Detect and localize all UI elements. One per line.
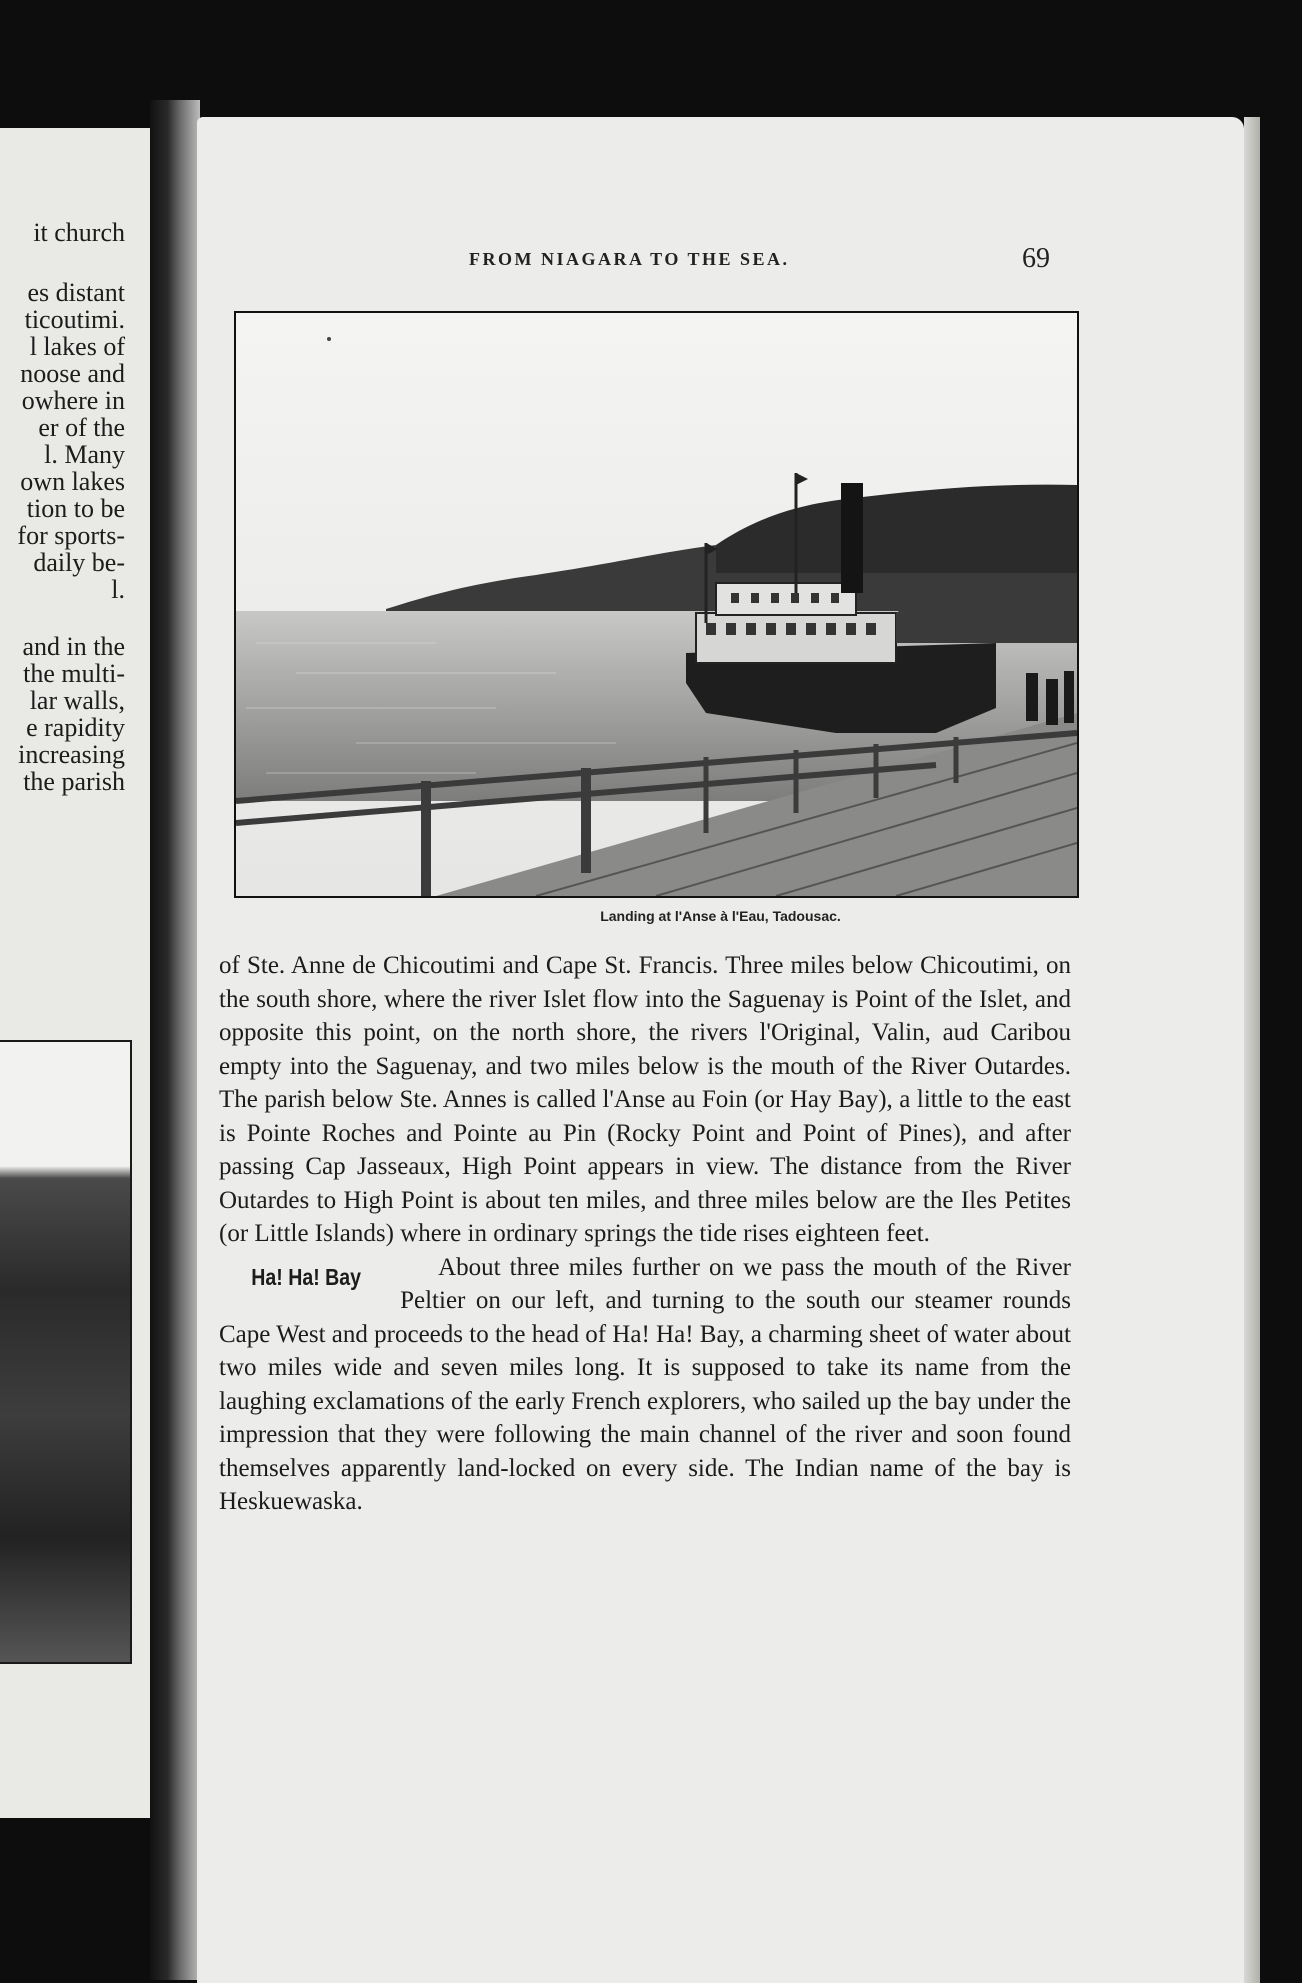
facing-page-photo: [0, 1040, 132, 1664]
steamer-photo: [234, 311, 1079, 898]
facing-page-line: it church: [33, 218, 125, 247]
book-gutter: [150, 100, 200, 1980]
page-edge: [1244, 117, 1260, 1983]
photo-caption: Landing at l'Anse à l'Eau, Tadousac.: [600, 908, 841, 924]
facing-page-line: ticoutimi.: [24, 305, 125, 334]
speck: [327, 337, 331, 341]
book-page: [197, 117, 1244, 1983]
facing-page-line: and in the: [22, 632, 125, 661]
facing-page-line: noose and: [20, 359, 125, 388]
paragraph: [219, 1251, 1071, 1519]
facing-page-line: l. Many: [44, 440, 125, 469]
facing-page-line: er of the: [38, 413, 125, 442]
facing-page-line: increasing: [18, 740, 125, 769]
running-head: FROM NIAGARA TO THE SEA.: [469, 249, 790, 269]
paragraph-text: About three miles further on we pass the mouth of the River Peltier on our left, and turning to the south our steamer rounds Cape West and proceeds to the head of Ha! Ha! Bay, a charming sheet of water about two miles wide and seven miles long. It is supposed to take its name from the laughing exclamations of the early French explorers, who sailed up the bay under the impression that they were following the main channel of the river and soon found themselves apparently land-locked on every side. The Indian name of the bay is Heskuewaska.: [219, 1253, 1071, 1515]
facing-page-line: the multi-: [23, 659, 125, 688]
facing-page-line: owhere in: [21, 386, 125, 415]
margin-sidenote: Ha! Ha! Bay: [251, 1263, 362, 1290]
steamer-landing-illustration: [236, 313, 1077, 896]
facing-page: [0, 128, 160, 1818]
page-number: 69: [1022, 243, 1050, 274]
facing-page-line: daily be-: [33, 548, 125, 577]
facing-page-line: lar walls,: [29, 686, 125, 715]
facing-page-line: l lakes of: [29, 332, 125, 361]
facing-page-line: e rapidity: [26, 713, 125, 742]
facing-page-line: own lakes: [20, 467, 125, 496]
facing-page-line: es distant: [27, 278, 125, 307]
facing-page-line: l.: [111, 575, 125, 604]
body-text: [219, 949, 1071, 1519]
facing-page-line: tion to be: [26, 494, 125, 523]
facing-page-line: for sports-: [17, 521, 125, 550]
paragraph: of Ste. Anne de Chicoutimi and Cape St. Francis. Three miles below Chicoutimi, on the south shore, where the river Islet flow into the Saguenay is Point of the Islet, and opposite this point, on the north shore, the rivers l'Original, Valin, aud Caribou empty into the Saguenay, and two miles below is the mouth of the River Outardes. The parish below Ste. Annes is called l'Anse au Foin (or Hay Bay), a little to the east is Pointe Roches and Pointe au Pin (Rocky Point and Point of Pines), and after passing Cap Jasseaux, High Point appears in view. The distance from the River Outardes to High Point is about ten miles, and three miles below are the Iles Petites (or Little Islands) where in ordinary springs the tide rises eighteen feet.: [219, 952, 1071, 1247]
facing-page-line: the parish: [23, 767, 125, 796]
